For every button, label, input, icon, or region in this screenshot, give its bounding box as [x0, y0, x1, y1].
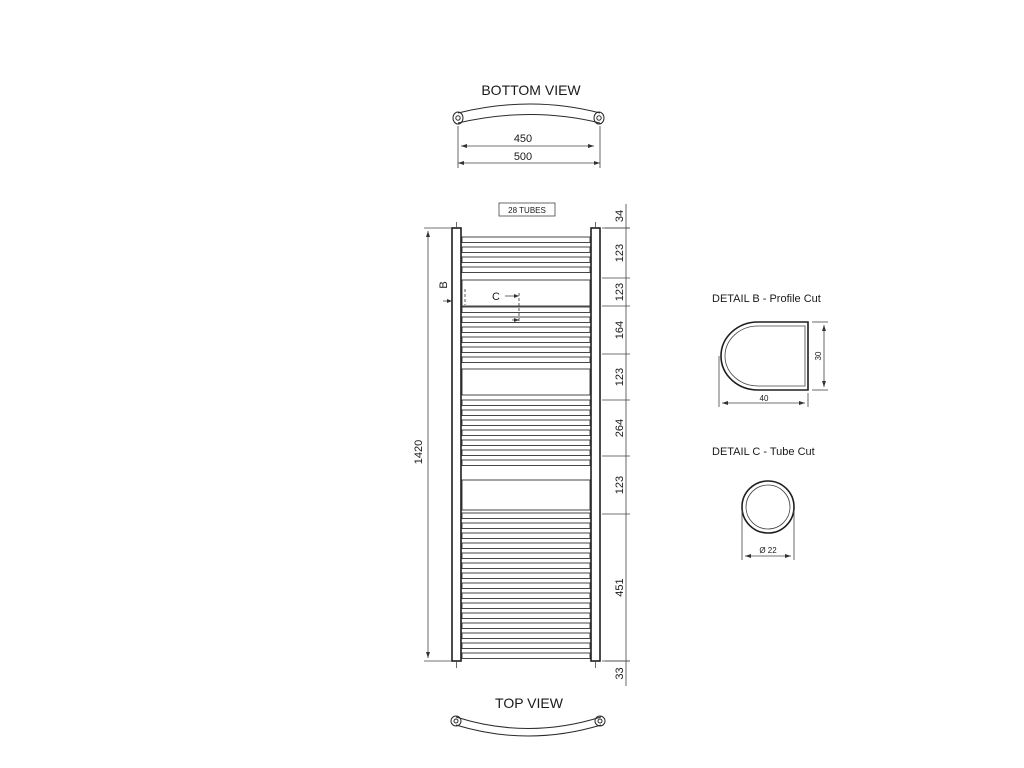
tube [462, 440, 590, 446]
detail-c-diameter: Ø 22 [759, 546, 777, 555]
bottom-view-inner-width: 450 [513, 133, 533, 145]
side-dimension-label: 33 [614, 667, 626, 680]
tube [462, 523, 590, 529]
horizontal-tubes [462, 237, 590, 659]
tube [462, 583, 590, 589]
tube-count-label: 28 TUBES [508, 206, 546, 215]
tube [462, 257, 590, 263]
profile-tube [462, 280, 590, 306]
marker-b-label: B [438, 281, 450, 289]
tube [462, 563, 590, 569]
side-dimension-label: 123 [614, 282, 626, 302]
side-dimension-label: 164 [614, 320, 626, 340]
tube [462, 327, 590, 333]
side-dimension-label: 123 [614, 367, 626, 387]
detail-b [712, 293, 828, 407]
profile-tube [462, 369, 590, 395]
marker-c-label: C [492, 291, 500, 303]
tube [462, 430, 590, 436]
tube [462, 633, 590, 639]
right-rail [591, 228, 600, 661]
bottom-view-outer-width: 500 [513, 151, 533, 163]
tube [462, 247, 590, 253]
tube [462, 317, 590, 323]
top-view-title: TOP VIEW [495, 695, 563, 711]
detail-b-width: 40 [759, 394, 769, 403]
tube [462, 357, 590, 363]
detail-b-height: 30 [814, 351, 823, 361]
side-dimension-label: 123 [614, 475, 626, 495]
tube [462, 237, 590, 243]
tube [462, 267, 590, 273]
front-view [413, 203, 630, 686]
profile-tube [462, 480, 590, 510]
tube [462, 603, 590, 609]
bottom-view-profile [453, 104, 604, 124]
tube [462, 460, 590, 466]
detail-c [712, 446, 815, 560]
tube [462, 410, 590, 416]
tube [462, 450, 590, 456]
tube [462, 573, 590, 579]
tube [462, 643, 590, 649]
detail-b-profile [721, 322, 808, 390]
side-dimension-label: 34 [614, 209, 626, 223]
height-label: 1420 [413, 439, 425, 465]
tube [462, 513, 590, 519]
tube [462, 623, 590, 629]
bottom-view [453, 82, 604, 168]
bottom-view-title: BOTTOM VIEW [481, 82, 581, 98]
side-dimension-label: 264 [614, 418, 626, 438]
detail-b-title: DETAIL B - Profile Cut [712, 293, 821, 305]
tube [462, 653, 590, 659]
tube [462, 347, 590, 353]
tube [462, 543, 590, 549]
side-dimension-chain [602, 204, 630, 686]
top-view [451, 695, 605, 736]
height-dimension [413, 228, 452, 661]
tube [462, 307, 590, 313]
tube [462, 400, 590, 406]
tube [462, 337, 590, 343]
detail-b-dimensions [719, 322, 828, 407]
tube [462, 420, 590, 426]
detail-c-profile [742, 481, 794, 533]
detail-c-title: DETAIL C - Tube Cut [712, 446, 815, 458]
side-dimension-label: 451 [614, 578, 626, 597]
left-rail [452, 228, 461, 661]
top-view-profile [451, 716, 605, 736]
tube [462, 533, 590, 539]
tube [462, 613, 590, 619]
tube [462, 593, 590, 599]
side-dimension-label: 123 [614, 243, 626, 263]
tube [462, 553, 590, 559]
